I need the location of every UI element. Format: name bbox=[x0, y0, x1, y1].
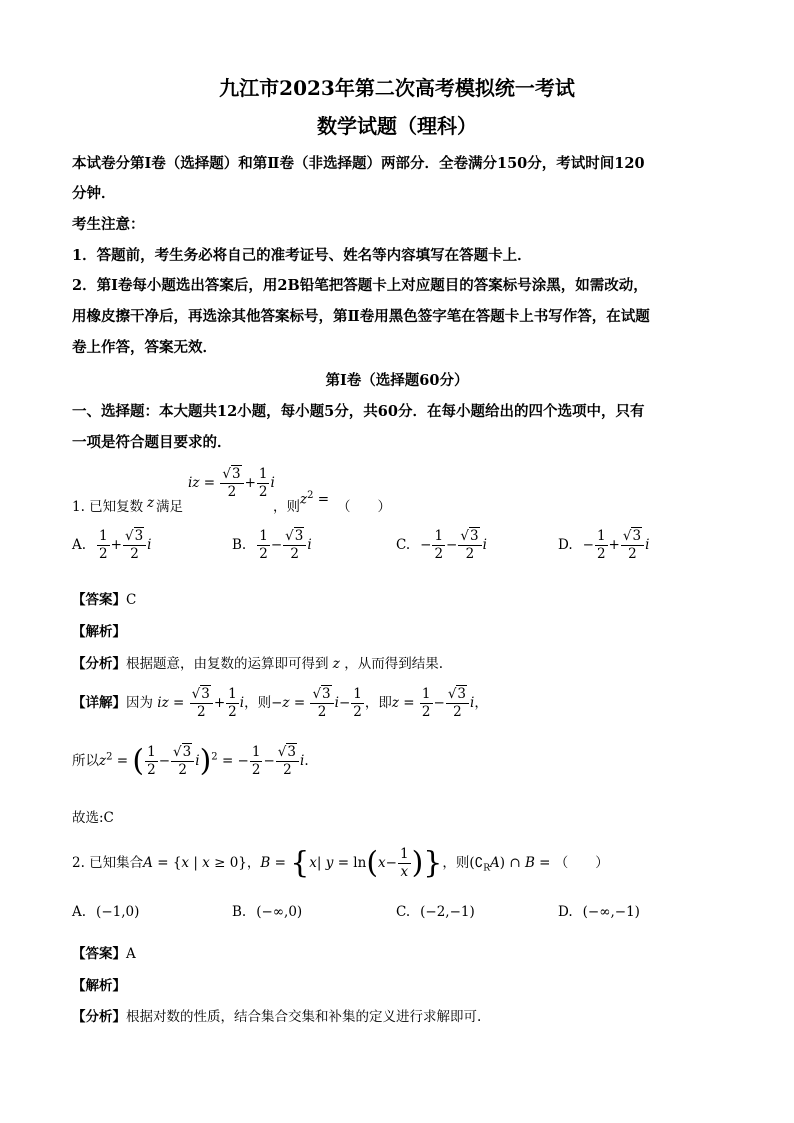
section-heading: 第Ⅰ卷（选择题60分） bbox=[325, 372, 469, 389]
conclusion: 故选:C bbox=[72, 810, 114, 826]
answer-line: 【答案】C bbox=[72, 592, 137, 608]
option-b: B. (−∞,0) bbox=[232, 904, 303, 920]
analysis-label: 【解析】 bbox=[72, 978, 126, 994]
section-instructions: 一、选择题：本大题共12小题，每小题5分，共60分．在每小题给出的四个选项中，只有 bbox=[72, 403, 645, 420]
analysis-label: 【解析】 bbox=[72, 624, 126, 640]
equation: iz = $\frac{√3}{2}$ + $\frac{1}{2}$ i bbox=[188, 466, 275, 500]
intro-line: 分钟． bbox=[72, 185, 116, 202]
option-a: A. (−1,0) bbox=[72, 904, 140, 920]
option-d: D. (−∞,−1) bbox=[558, 904, 640, 920]
notice-title: 考生注意： bbox=[72, 216, 145, 233]
option-b: B. $\frac{1}{2}$ − $\frac{√3}{2}$ i bbox=[232, 528, 312, 562]
option-a: A. $\frac{1}{2}$ + $\frac{√3}{2}$ i bbox=[72, 528, 152, 562]
notice-item: 用橡皮擦干净后，再选涂其他答案标号，第Ⅱ卷用黑色签字笔在答题卡上书写作答，在试题 bbox=[72, 308, 650, 325]
notice-item: 1．答题前，考生务必将自己的准考证号、姓名等内容填写在答题卡上． bbox=[72, 247, 532, 264]
option-c: C. (−2,−1) bbox=[396, 904, 475, 920]
intro-line: 本试卷分第Ⅰ卷（选择题）和第Ⅱ卷（非选择题）两部分．全卷满分150分，考试时间120 bbox=[72, 155, 645, 172]
notice-item: 卷上作答，答案无效． bbox=[72, 339, 217, 356]
analysis-fenxi: 【分析】根据对数的性质，结合集合交集和补集的定义进行求解即可. bbox=[72, 1009, 482, 1025]
answer-line: 【答案】A bbox=[72, 946, 136, 962]
question-2-stem: 2. 已知集合A = {x | x ≥ 0}，B = {x| y = ln(x− $\frac{1}{x}$ )}，则$(∁_RA)$ ∩ B = （ ） bbox=[72, 845, 609, 881]
analysis-fenxi: 【分析】根据题意，由复数的运算即可得到 z ，从而得到结果. bbox=[72, 656, 443, 672]
page-subtitle: 数学试题（理科） bbox=[317, 114, 477, 138]
analysis-detail: 【详解】因为 iz = $\frac{√3}{2}$ + $\frac{1}{2}$ i，则−z = $\frac{√3}{2}$ i− $\frac{1}{2}$ ，即z = $\frac{1}{2}$ − $\frac{√3}{2}$ i， bbox=[72, 686, 488, 720]
notice-item: 2．第Ⅰ卷每小题选出答案后，用2B铅笔把答题卡上对应题目的答案标号涂黑，如需改动， bbox=[72, 277, 648, 294]
analysis-detail: 所以$z^2$ = ( $\frac{1}{2}$ − $\frac{√3}{2}$ i)$^2$ = − $\frac{1}{2}$ − $\frac{√3}{2}$ i. bbox=[72, 743, 309, 779]
page-title: 九江市2023年第二次高考模拟统一考试 bbox=[219, 76, 575, 100]
option-d: D. − $\frac{1}{2}$ + $\frac{√3}{2}$ i bbox=[558, 528, 650, 562]
option-c: C. − $\frac{1}{2}$ − $\frac{√3}{2}$ i bbox=[396, 528, 487, 562]
section-instructions: 一项是符合题目要求的． bbox=[72, 434, 232, 451]
